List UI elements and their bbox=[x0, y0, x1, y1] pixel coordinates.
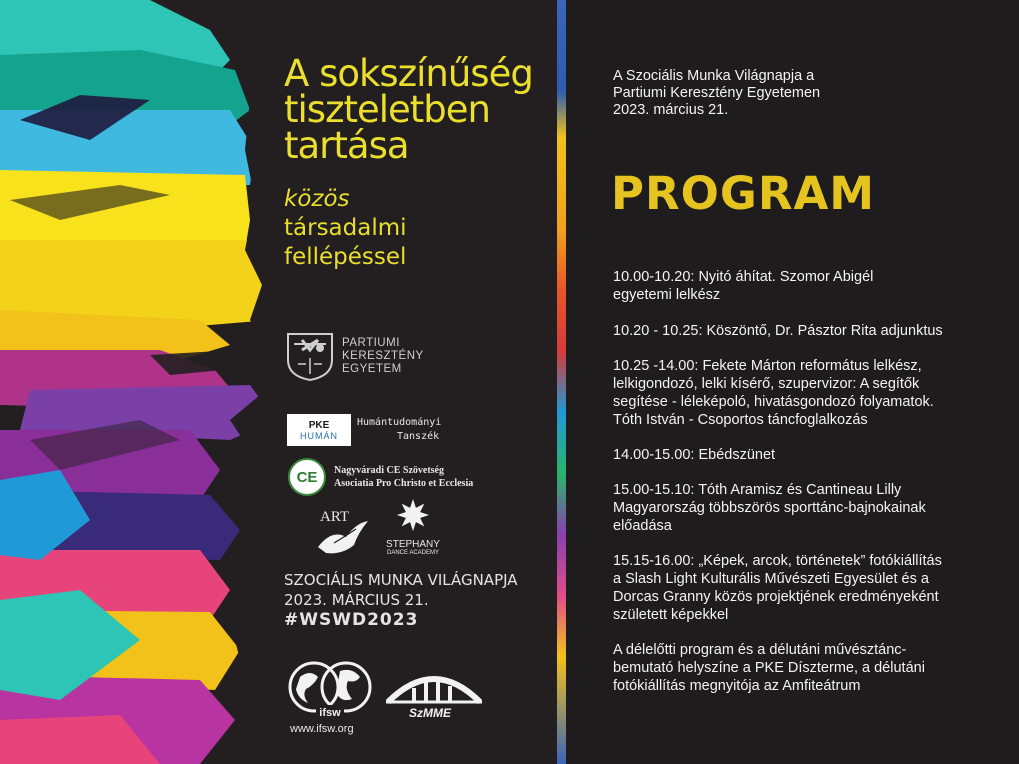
subtitle-line: fellépéssel bbox=[284, 244, 407, 270]
program-item: 15.15-16.00: „Képek, arcok, történetek” fotókiállítás a Slash Light Kulturális Művészeti Egyesület és a Dorcas Granny közös projektjének eredményeként született képekkel bbox=[613, 553, 942, 623]
pke-human-logo bbox=[287, 414, 441, 446]
szmme-label: SzMME bbox=[409, 706, 451, 720]
pke-human-badge: PKE HUMÁN bbox=[287, 414, 351, 446]
szmme-bridge-logo-icon bbox=[384, 662, 484, 720]
ce-logo-text: Nagyváradi CE Szövetség Asociatia Pro Christo et Ecclesia bbox=[334, 465, 474, 489]
rainbow-divider-strip bbox=[557, 0, 566, 764]
event-line: SZOCIÁLIS MUNKA VILÁGNAPJA bbox=[284, 571, 518, 589]
pke-logo bbox=[284, 330, 424, 382]
program-intro bbox=[613, 68, 820, 119]
ifsw-badge-text: ifsw bbox=[319, 707, 341, 719]
ifsw-globe-logo-icon bbox=[286, 655, 374, 723]
program-item: 10.20 - 10.25: Köszöntő, Dr. Pásztor Rita adjunktus bbox=[613, 323, 943, 339]
ce-logo bbox=[288, 458, 473, 496]
event-line: 2023. MÁRCIUS 21. bbox=[284, 591, 429, 609]
poster-title bbox=[284, 52, 533, 167]
program-list bbox=[613, 268, 1013, 695]
intro-line: 2023. március 21. bbox=[613, 102, 729, 118]
program-item: 14.00-15.00: Ebédszünet bbox=[613, 447, 776, 463]
program-panel bbox=[566, 0, 1019, 764]
subtitle-line: társadalmi bbox=[284, 215, 407, 241]
event-hashtag: #WSWD2023 bbox=[284, 610, 419, 630]
title-line: tiszteletben bbox=[284, 88, 491, 131]
pke-logo-text: PARTIUMI KERESZTÉNY EGYETEM bbox=[342, 336, 424, 375]
human-department-text: Humántudományi Tanszék bbox=[357, 417, 442, 442]
art-logo-label: ART bbox=[320, 509, 350, 525]
stephany-logo-subtitle: DANCE ACADEMY bbox=[386, 550, 439, 556]
event-date-block bbox=[284, 570, 518, 630]
program-item: 15.00-15.10: Tóth Aramisz és Cantineau Lilly Magyarország többszörös sporttánc-bajnokainak előadása bbox=[613, 482, 926, 534]
ifsw-url: www.ifsw.org bbox=[290, 723, 354, 735]
poster-subtitle bbox=[284, 185, 407, 272]
program-item: 10.00-10.20: Nyitó áhítat. Szomor Abigél egyetemi lelkész bbox=[613, 269, 874, 303]
subtitle-line: közös bbox=[284, 186, 350, 212]
title-line: tartása bbox=[284, 124, 409, 167]
title-line: A sokszínűség bbox=[284, 52, 533, 95]
program-venue-note: A délelőtti program és a délutáni művésztánc- bemutató helyszíne a PKE Díszterme, a délutáni fotókiállítás megnyitója az Amfiteátrum bbox=[613, 642, 925, 694]
intro-line: A Szociális Munka Világnapja a bbox=[613, 68, 815, 84]
ce-badge-icon: CE bbox=[288, 458, 326, 496]
program-item: 10.25 -14.00: Fekete Márton református lelkész, lelkigondozó, lelki kísérő, szupervizor: A segítők segítése - léleképoló, hivatásgondozó folyamatok. Tóth István - Csoportos táncfoglalkozás bbox=[613, 358, 934, 428]
intro-line: Partiumi Keresztény Egyetemen bbox=[613, 85, 821, 101]
stephany-logo-name: STEPHANY bbox=[386, 539, 440, 550]
art-dove-logo-icon bbox=[312, 503, 372, 559]
program-heading: PROGRAM bbox=[611, 167, 876, 220]
university-crest-icon bbox=[284, 330, 336, 382]
